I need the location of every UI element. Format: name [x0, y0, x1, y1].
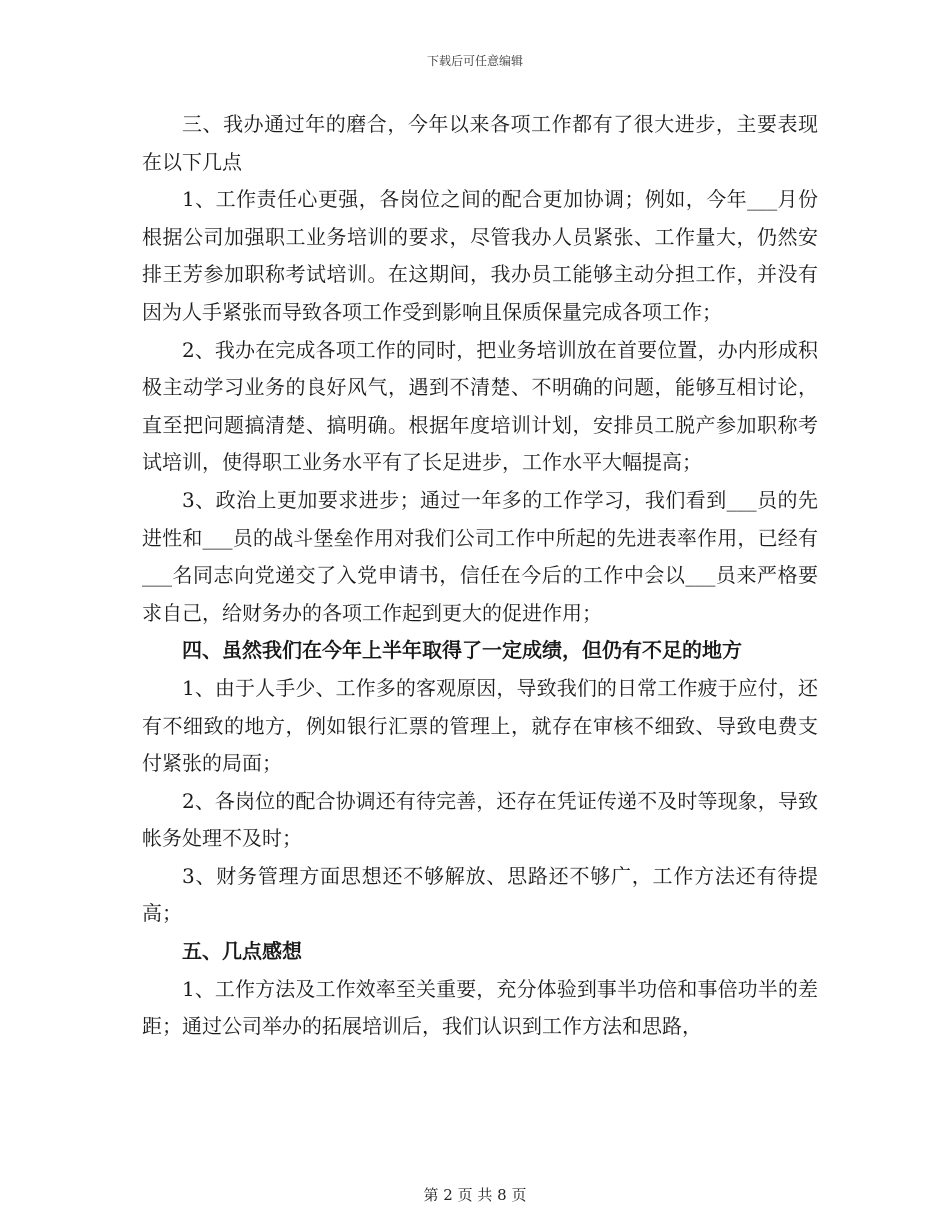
paragraph-shortcoming-2: 2、各岗位的配合协调还有待完善，还存在凭证传递不及时等现象，导致帐务处理不及时； [142, 788, 818, 851]
paragraph-item-3-politics: 3、政治上更加要求进步；通过一年多的工作学习，我们看到___员的先进性和___员的战斗堡垒作用对我们公司工作中所起的先进表率作用，已经有___名同志向党递交了入党申请书，信任在今后的工作中会以___员来严格要求自己，给财务办的各项工作起到更大的促进作用； [142, 487, 818, 625]
paragraph-item-2-training: 2、我办在完成各项工作的同时，把业务培训放在首要位置，办内形成积极主动学习业务的良好风气，遇到不清楚、不明确的问题，能够互相讨论，直至把问题搞清楚、搞明确。根据年度培训计划，安排员工脱产参加职称考试培训，使得职工业务水平有了长足进步，工作水平大幅提高； [142, 337, 818, 475]
section-heading-shortcomings: 四、虽然我们在今年上半年取得了一定成绩，但仍有不足的地方 [182, 638, 742, 663]
paragraph-shortcoming-3: 3、财务管理方面思想还不够解放、思路还不够广，工作方法还有待提高； [142, 863, 818, 926]
paragraph-shortcoming-1: 1、由于人手少、工作多的客观原因，导致我们的日常工作疲于应付，还有不细致的地方，例如银行汇票的管理上，就存在审核不细致、导致电费支付紧张的局面； [142, 675, 818, 776]
document-body [142, 106, 818, 1046]
section-heading-reflections: 五、几点感想 [182, 939, 302, 964]
page-number-footer: 第 2 页 共 8 页 [423, 1186, 527, 1204]
paragraph-reflection-1: 1、工作方法及工作效率至关重要，充分体验到事半功倍和事倍功半的差距；通过公司举办的拓展培训后，我们认识到工作方法和思路， [142, 976, 818, 1039]
page-header: 下载后可任意编辑 [426, 54, 523, 68]
paragraph-item-1-responsibility: 1、工作责任心更强，各岗位之间的配合更加协调；例如，今年___月份根据公司加强职工业务培训的要求，尽管我办人员紧张、工作量大，仍然安排王芳参加职称考试培训。在这期间，我办员工能够主动分担工作，并没有因为人手紧张而导致各项工作受到影响且保质保量完成各项工作； [142, 187, 818, 324]
paragraph-section-three-intro: 三、我办通过年的磨合，今年以来各项工作都有了很大进步，主要表现在以下几点 [142, 112, 818, 174]
